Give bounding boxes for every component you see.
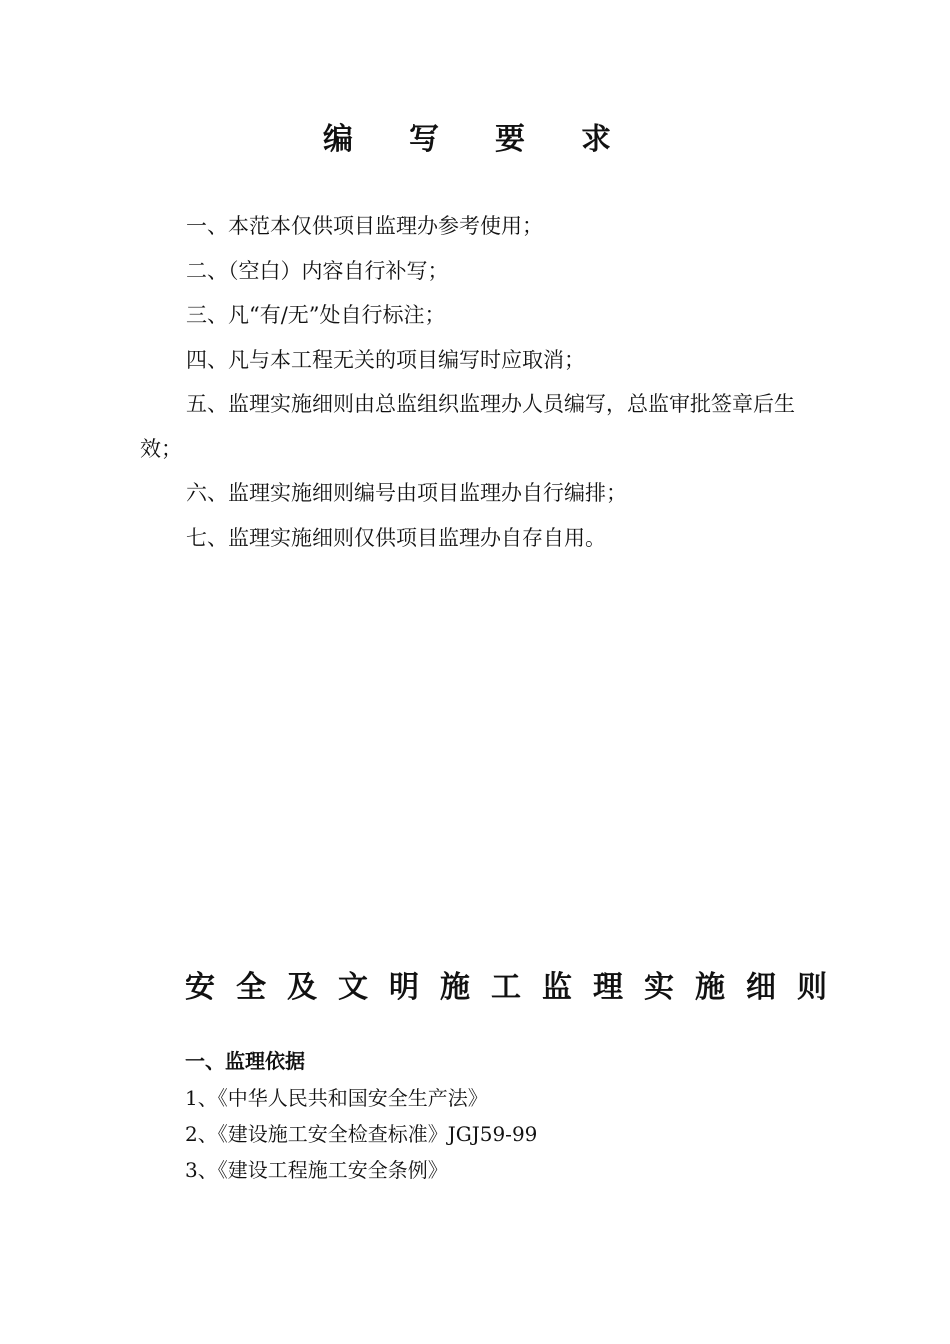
requirement-item-6: 六、监理实施细则编号由项目监理办自行编排；: [186, 481, 627, 505]
requirement-item-4: 四、凡与本工程无关的项目编写时应取消；: [186, 347, 585, 372]
basis-item-3: 3、《建设工程施工安全条例》: [185, 1158, 448, 1182]
basis-item-1: 1、《中华人民共和国安全生产法》: [185, 1086, 488, 1110]
rules-title: 安全及文明施工监理实施细则: [185, 970, 848, 1005]
requirement-item-3: 三、凡“有/无”处自行标注；: [186, 303, 446, 327]
requirements-title: 编写要求: [323, 122, 667, 157]
basis-item-2: 2、《建设施工安全检查标准》JGJ59-99: [185, 1122, 538, 1146]
requirements-list: [140, 204, 812, 560]
requirement-item-1: 一、本范本仅供项目监理办参考使用；: [186, 214, 543, 238]
requirement-item-5: 五、监理实施细则由总监组织监理办人员编写，总监审批签章后生效；: [140, 392, 795, 461]
requirement-item-2: 二、（空白）内容自行补写；: [186, 258, 449, 283]
basis-list: [185, 1080, 805, 1188]
requirement-item-7: 七、监理实施细则仅供项目监理办自存自用。: [186, 525, 606, 550]
section-heading-basis: 一、监理依据: [185, 1049, 305, 1073]
